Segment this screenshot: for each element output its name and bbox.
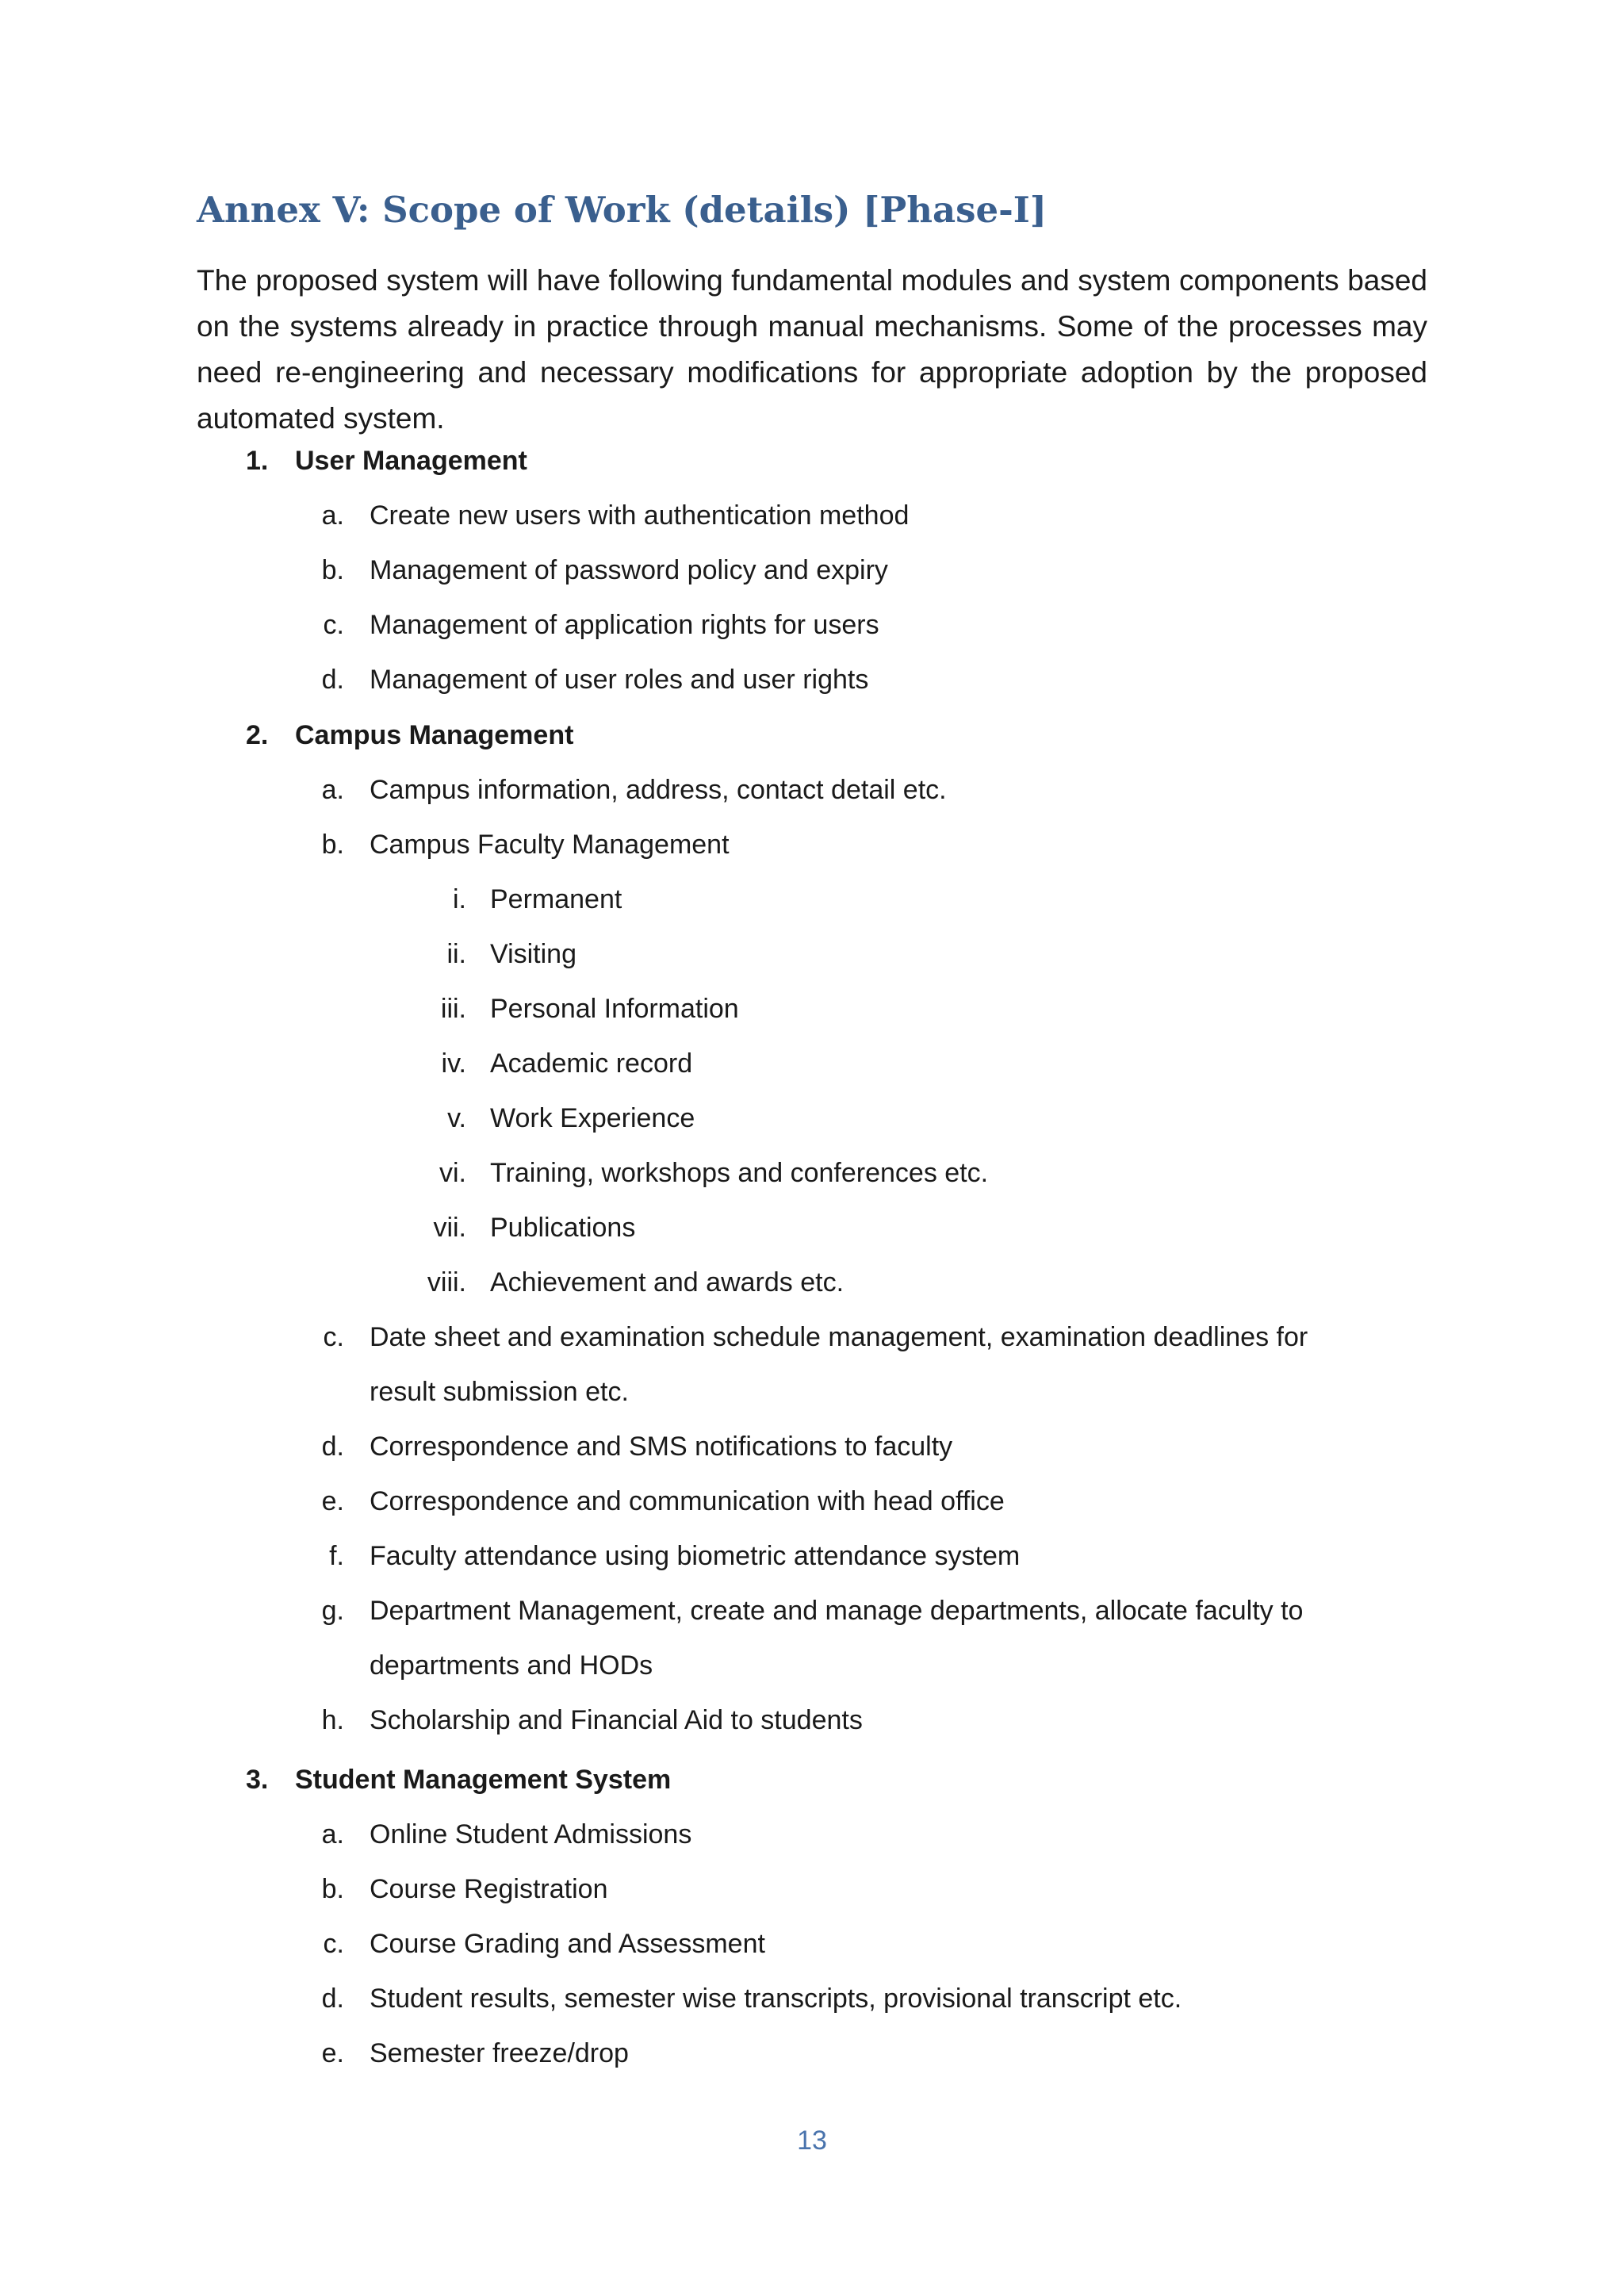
item-marker: b. xyxy=(321,830,344,860)
list-item xyxy=(197,1693,1434,1748)
section-title: Campus Management xyxy=(295,720,574,750)
list-item xyxy=(197,1584,1434,1693)
sub-item-marker: iii. xyxy=(440,994,466,1024)
item-text: Online Student Admissions xyxy=(370,1819,692,1849)
item-marker: a. xyxy=(321,775,344,805)
sub-item-marker: vii. xyxy=(433,1213,466,1243)
item-text: Correspondence and communication with head office xyxy=(370,1486,1005,1516)
section-number: 2. xyxy=(246,720,269,750)
sub-list-item xyxy=(197,927,1434,982)
list-item xyxy=(197,818,1434,872)
item-text: Course Registration xyxy=(370,1874,608,1904)
sub-list-item xyxy=(197,1255,1434,1310)
section-heading xyxy=(197,434,1434,489)
item-marker: d. xyxy=(321,1984,344,2014)
sub-item-marker: viii. xyxy=(427,1267,466,1297)
item-text: Management of application rights for users xyxy=(370,610,879,640)
item-text: Department Management, create and manage departments, allocate faculty to departments and HODs xyxy=(370,1596,1304,1681)
sub-item-text: Training, workshops and conferences etc. xyxy=(490,1158,989,1188)
item-marker: g. xyxy=(321,1596,344,1626)
sub-item-marker: ii. xyxy=(446,939,466,969)
item-marker: d. xyxy=(321,1432,344,1462)
section-2 xyxy=(197,708,1434,1748)
list-item xyxy=(197,1807,1434,1862)
list-item xyxy=(197,1862,1434,1917)
item-text: Correspondence and SMS notifications to faculty xyxy=(370,1432,953,1462)
page-number: 13 xyxy=(797,2125,827,2156)
list-item xyxy=(197,489,1434,543)
item-marker: a. xyxy=(321,500,344,531)
sub-item-text: Permanent xyxy=(490,884,622,914)
sub-item-marker: vi. xyxy=(439,1158,466,1188)
sub-item-text: Academic record xyxy=(490,1048,693,1079)
list-item xyxy=(197,1420,1434,1474)
sub-list-item xyxy=(197,982,1434,1037)
section-1 xyxy=(197,434,1434,707)
item-marker: c. xyxy=(323,1929,344,1959)
sub-list-item xyxy=(197,1201,1434,1255)
item-text: Date sheet and examination schedule management, examination deadlines for result submission etc. xyxy=(370,1322,1308,1407)
sub-item-marker: iv. xyxy=(441,1048,466,1079)
item-marker: b. xyxy=(321,555,344,585)
item-text: Management of user roles and user rights xyxy=(370,665,869,695)
item-marker: f. xyxy=(329,1541,344,1571)
item-marker: h. xyxy=(321,1705,344,1735)
list-item xyxy=(197,2026,1434,2081)
sub-list-item xyxy=(197,872,1434,927)
sub-item-text: Work Experience xyxy=(490,1103,695,1133)
section-title: Student Management System xyxy=(295,1765,672,1795)
list-item xyxy=(197,1972,1434,2026)
item-marker: a. xyxy=(321,1819,344,1849)
item-marker: c. xyxy=(323,610,344,640)
item-text: Student results, semester wise transcripts, provisional transcript etc. xyxy=(370,1984,1182,2014)
sub-item-text: Personal Information xyxy=(490,994,739,1024)
page-heading: Annex V: Scope of Work (details) [Phase-I] xyxy=(197,189,1048,231)
sub-list-item xyxy=(197,1037,1434,1091)
item-marker: e. xyxy=(321,2038,344,2068)
item-marker: d. xyxy=(321,665,344,695)
list-item xyxy=(197,763,1434,818)
item-text: Semester freeze/drop xyxy=(370,2038,629,2068)
sub-item-text: Publications xyxy=(490,1213,636,1243)
list-item xyxy=(197,543,1434,598)
sub-list-item xyxy=(197,1146,1434,1201)
item-text: Management of password policy and expiry xyxy=(370,555,888,585)
item-marker: b. xyxy=(321,1874,344,1904)
section-title: User Management xyxy=(295,446,527,476)
sub-item-text: Achievement and awards etc. xyxy=(490,1267,845,1297)
sub-list-item xyxy=(197,1091,1434,1146)
section-number: 1. xyxy=(246,446,269,476)
item-text: Faculty attendance using biometric attendance system xyxy=(370,1541,1021,1571)
item-text: Campus information, address, contact detail etc. xyxy=(370,775,947,805)
item-text: Scholarship and Financial Aid to students xyxy=(370,1705,863,1735)
section-heading xyxy=(197,708,1434,763)
item-text: Create new users with authentication method xyxy=(370,500,910,531)
sub-item-text: Visiting xyxy=(490,939,576,969)
section-3 xyxy=(197,1753,1434,2081)
item-text: Course Grading and Assessment xyxy=(370,1929,765,1959)
list-item xyxy=(197,1529,1434,1584)
sub-item-marker: i. xyxy=(453,884,466,914)
item-marker: e. xyxy=(321,1486,344,1516)
sub-item-marker: v. xyxy=(447,1103,466,1133)
section-number: 3. xyxy=(246,1765,269,1795)
list-item xyxy=(197,653,1434,707)
list-item xyxy=(197,1310,1434,1420)
list-item xyxy=(197,1474,1434,1529)
section-heading xyxy=(197,1753,1434,1807)
item-marker: c. xyxy=(323,1322,344,1352)
list-item xyxy=(197,598,1434,653)
intro-paragraph: The proposed system will have following fundamental modules and system components based on the systems already in practice through manual mechanisms. Some of the processes may need re-engineering and necessary modifications for appropriate adoption by the proposed automated system. xyxy=(197,264,1427,435)
list-item xyxy=(197,1917,1434,1972)
item-text: Campus Faculty Management xyxy=(370,830,730,860)
